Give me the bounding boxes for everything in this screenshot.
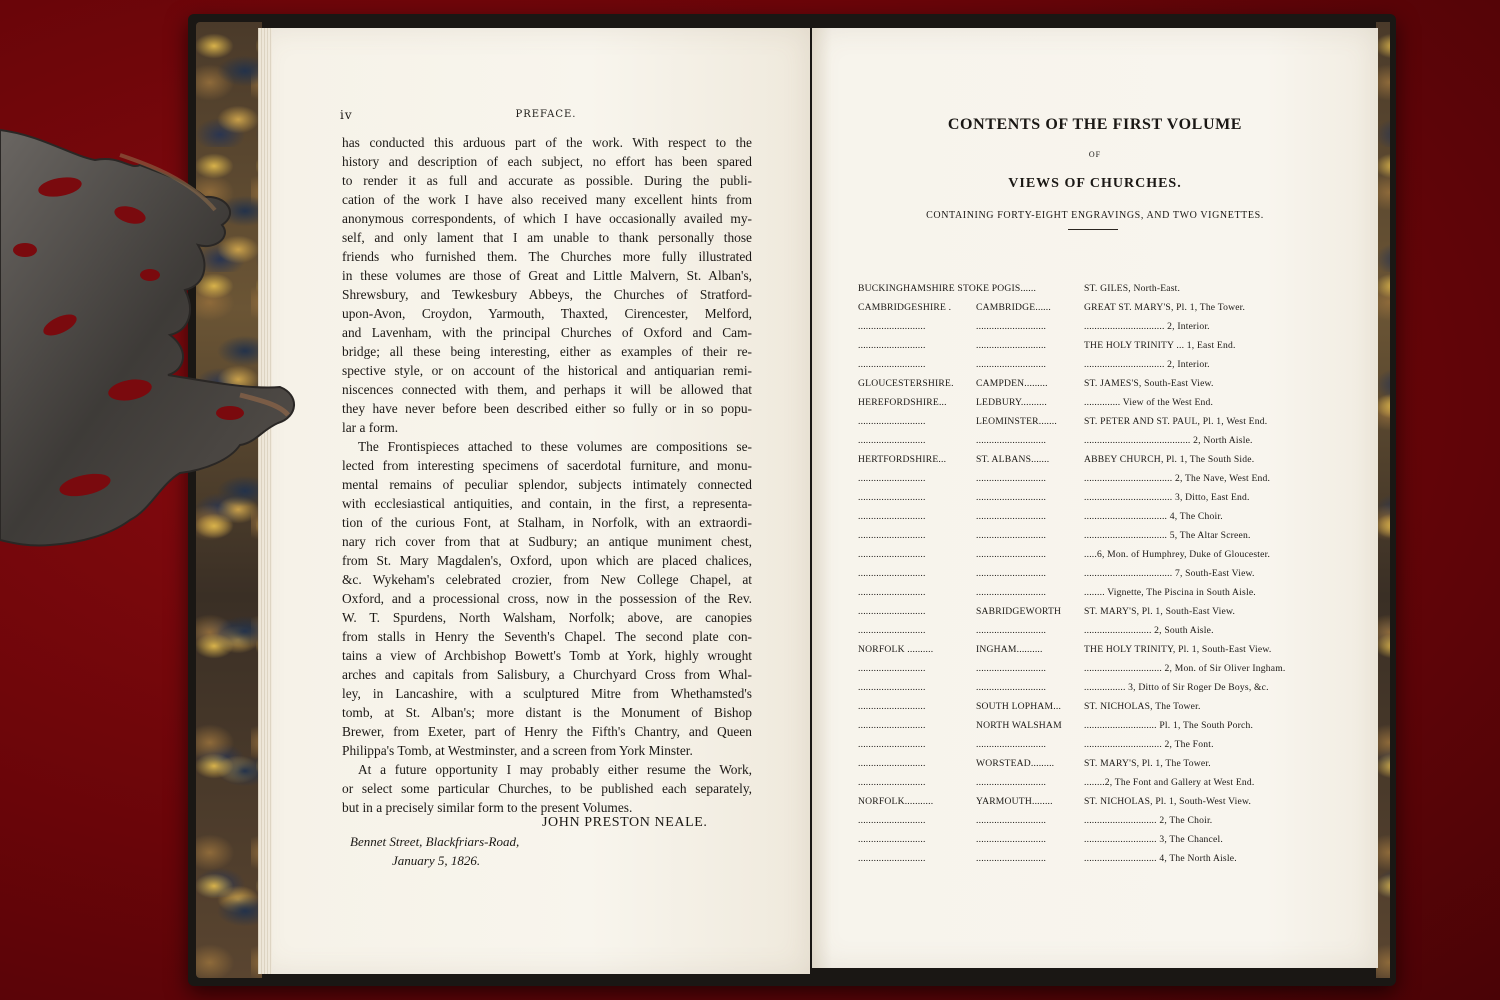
contents-note: CONTAINING FORTY-EIGHT ENGRAVINGS, AND TWO VIGNETTES. bbox=[926, 210, 1264, 221]
contents-place: ........................... bbox=[976, 663, 1047, 674]
contents-place: SOUTH LOPHAM... bbox=[976, 701, 1062, 712]
preface-line: to render it as full and accurate as possible. During the publi- bbox=[342, 173, 752, 188]
preface-line: tion of the curious Font, at Stalham, in Norfolk, with an extraordi- bbox=[342, 515, 752, 530]
contents-subject: ST. MARY'S, Pl. 1, South-East View. bbox=[1084, 606, 1236, 617]
contents-county: NORFOLK .......... bbox=[858, 644, 934, 655]
preface-line: tains a view of Archbishop Bowett's Tomb at York, highly wrought bbox=[342, 648, 752, 663]
contents-county: NORFOLK........... bbox=[858, 796, 934, 807]
contents-place: ........................... bbox=[976, 853, 1047, 864]
preface-line: Philippa's Tomb, at Westminster, and a screen from York Minster. bbox=[342, 743, 693, 758]
contents-county: .......................... bbox=[858, 416, 926, 427]
preface-line: self, and only lament that I am unable to thank personally those bbox=[342, 230, 752, 245]
contents-county: .......................... bbox=[858, 359, 926, 370]
contents-subject: .............. View of the West End. bbox=[1084, 397, 1214, 408]
contents-place: ........................... bbox=[976, 321, 1047, 332]
contents-place: ........................... bbox=[976, 473, 1047, 484]
contents-row bbox=[858, 359, 1338, 378]
preface-line: has conducted this arduous part of the work. With respect to the bbox=[342, 135, 752, 150]
place-line-2: January 5, 1826. bbox=[392, 853, 481, 868]
contents-subject: .............................. 2, Mon. of Sir Oliver Ingham. bbox=[1084, 663, 1286, 674]
contents-title: CONTENTS OF THE FIRST VOLUME bbox=[947, 116, 1243, 133]
contents-row bbox=[858, 568, 1338, 587]
contents-county: .......................... bbox=[858, 435, 926, 446]
contents-row bbox=[858, 435, 1338, 454]
contents-county: HERTFORDSHIRE... bbox=[858, 454, 947, 465]
contents-place: ........................... bbox=[976, 568, 1047, 579]
preface-line: anonymous correspondents, of which I have occasionally availed my- bbox=[342, 211, 752, 226]
contents-subject: ............................ 4, The North Aisle. bbox=[1084, 853, 1237, 864]
contents-subject: ................................ 5, The Altar Screen. bbox=[1084, 530, 1251, 541]
contents-row bbox=[858, 549, 1338, 568]
contents-subject: ............................ 3, The Chancel. bbox=[1084, 834, 1223, 845]
contents-row bbox=[858, 378, 1338, 397]
contents-county: .......................... bbox=[858, 492, 926, 503]
contents-row bbox=[858, 701, 1338, 720]
contents-subject: ............................ Pl. 1, The South Porch. bbox=[1084, 720, 1254, 731]
contents-subject: THE HOLY TRINITY ... 1, East End. bbox=[1084, 340, 1236, 351]
contents-county: .......................... bbox=[858, 340, 926, 351]
contents-row bbox=[858, 682, 1338, 701]
preface-line: Shrewsbury, and Tewkesbury Abbeys, the Churches of Stratford- bbox=[342, 287, 752, 302]
contents-county: GLOUCESTERSHIRE. bbox=[858, 378, 954, 389]
contents-row bbox=[858, 511, 1338, 530]
preface-line: nary rich cover from that at Sudbury; an antique muniment chest, bbox=[342, 534, 752, 549]
contents-place: INGHAM.......... bbox=[976, 644, 1043, 655]
contents-subject: ST. PETER AND ST. PAUL, Pl. 1, West End. bbox=[1084, 416, 1268, 427]
contents-subject: THE HOLY TRINITY, Pl. 1, South-East View. bbox=[1084, 644, 1272, 655]
contents-subject: ST. NICHOLAS, Pl. 1, South-West View. bbox=[1084, 796, 1252, 807]
contents-row bbox=[858, 758, 1338, 777]
preface-line: W. T. Spurdens, North Walsham, Norfolk; above, are canopies bbox=[342, 610, 752, 625]
contents-place: ........................... bbox=[976, 815, 1047, 826]
contents-subject: .................................. 2, The Nave, West End. bbox=[1084, 473, 1271, 484]
signature-place bbox=[350, 832, 519, 870]
place-line-1: Bennet Street, Blackfriars-Road, bbox=[350, 834, 520, 849]
contents-row bbox=[858, 416, 1338, 435]
preface-line: or select some particular Churches, to be published each separately, bbox=[342, 781, 752, 796]
contents-county: .......................... bbox=[858, 587, 926, 598]
contents-place: ........................... bbox=[976, 587, 1047, 598]
contents-place: ........................... bbox=[976, 492, 1047, 503]
contents-place: ........................... bbox=[976, 739, 1047, 750]
contents-county: .......................... bbox=[858, 663, 926, 674]
title-rule bbox=[1068, 229, 1118, 230]
preface-line: tomb, at St. Alban's; more distant is the Monument of Bishop bbox=[342, 705, 752, 720]
contents-county: CAMBRIDGESHIRE . bbox=[858, 302, 952, 313]
preface-line: with ecclesiastical antiquities, and contain, in the first, a representa- bbox=[342, 496, 752, 511]
contents-county: .......................... bbox=[858, 549, 926, 560]
contents-county: .......................... bbox=[858, 682, 926, 693]
preface-line: Brewer, from Exeter, part of Henry the Fifth's Chantry, and Queen bbox=[342, 724, 752, 739]
contents-row bbox=[858, 492, 1338, 511]
contents-county: .......................... bbox=[858, 321, 926, 332]
contents-place: ........................... bbox=[976, 834, 1047, 845]
contents-row bbox=[858, 625, 1338, 644]
contents-county: .......................... bbox=[858, 739, 926, 750]
contents-row bbox=[858, 720, 1338, 739]
contents-row bbox=[858, 473, 1338, 492]
contents-place: ........................... bbox=[976, 530, 1047, 541]
contents-county: BUCKINGHAMSHIRE STOKE POGIS...... bbox=[858, 283, 1037, 294]
contents-subject: ST. MARY'S, Pl. 1, The Tower. bbox=[1084, 758, 1211, 769]
contents-subject: ST. NICHOLAS, The Tower. bbox=[1084, 701, 1201, 712]
contents-subtitle: VIEWS OF CHURCHES. bbox=[1008, 176, 1182, 191]
marbled-endpaper-right bbox=[1376, 22, 1390, 978]
contents-row bbox=[858, 454, 1338, 473]
contents-place: SABRIDGEWORTH bbox=[976, 606, 1062, 617]
preface-line: they have never before been described either so fully or in so popu- bbox=[342, 401, 752, 416]
preface-line: &c. Wykeham's celebrated crozier, from New College Chapel, at bbox=[342, 572, 752, 587]
contents-county: .......................... bbox=[858, 815, 926, 826]
contents-place: ........................... bbox=[976, 359, 1047, 370]
contents-row bbox=[858, 587, 1338, 606]
contents-subject: ............................ 2, The Choir. bbox=[1084, 815, 1213, 826]
contents-table bbox=[858, 283, 1338, 872]
contents-place: NORTH WALSHAM bbox=[976, 720, 1062, 731]
contents-subject: ST. GILES, North-East. bbox=[1084, 283, 1181, 294]
contents-county: .......................... bbox=[858, 473, 926, 484]
metal-ornament-icon bbox=[0, 125, 300, 555]
preface-text bbox=[342, 133, 752, 817]
preface-line: niscences connected with them, and perhaps it will be allowed that bbox=[342, 382, 752, 397]
contents-row bbox=[858, 815, 1338, 834]
contents-row bbox=[858, 397, 1338, 416]
preface-line: cation of the work I have also received many excellent hints from bbox=[342, 192, 752, 207]
contents-row bbox=[858, 530, 1338, 549]
contents-subject: ST. JAMES'S, South-East View. bbox=[1084, 378, 1214, 389]
preface-line: in these volumes are those of Great and Little Malvern, St. Alban's, bbox=[342, 268, 752, 283]
contents-row bbox=[858, 302, 1338, 321]
contents-subject: ........ Vignette, The Piscina in South Aisle. bbox=[1084, 587, 1256, 598]
preface-line: ley, in Lancashire, with a sculptured Mitre from Whethamsted's bbox=[342, 686, 752, 701]
contents-county: .......................... bbox=[858, 625, 926, 636]
contents-place: ........................... bbox=[976, 549, 1047, 560]
contents-county: .......................... bbox=[858, 568, 926, 579]
contents-county: HEREFORDSHIRE... bbox=[858, 397, 947, 408]
running-head bbox=[340, 108, 752, 124]
contents-subject: ........2, The Font and Gallery at West End. bbox=[1084, 777, 1255, 788]
contents-county: .......................... bbox=[858, 606, 926, 617]
contents-place: WORSTEAD......... bbox=[976, 758, 1055, 769]
contents-of: OF bbox=[1088, 150, 1102, 159]
contents-row bbox=[858, 777, 1338, 796]
contents-place: ........................... bbox=[976, 435, 1047, 446]
author-signature: JOHN PRESTON NEALE. bbox=[542, 815, 708, 830]
contents-row bbox=[858, 644, 1338, 663]
contents-row bbox=[858, 321, 1338, 340]
preface-line: lar a form. bbox=[342, 420, 399, 435]
preface-line: Oxford, and a processional cross, now in the possession of the Rev. bbox=[342, 591, 752, 606]
preface-line: upon-Avon, Croydon, Yarmouth, Thaxted, Cirencester, Melford, bbox=[342, 306, 752, 321]
contents-place: CAMBRIDGE...... bbox=[976, 302, 1051, 313]
contents-subject: .......................... 2, South Aisle. bbox=[1084, 625, 1214, 636]
preface-line: but in a precisely similar form to the present Volumes. bbox=[342, 800, 633, 815]
contents-subject: .............................. 2, The Font. bbox=[1084, 739, 1214, 750]
contents-row bbox=[858, 340, 1338, 359]
contents-row bbox=[858, 663, 1338, 682]
contents-county: .......................... bbox=[858, 834, 926, 845]
preface-line: mental remains of peculiar splendor, subjects intimately connected bbox=[342, 477, 752, 492]
preface-line: from St. Mary Magdalen's, Oxford, upon which are placed chalices, bbox=[342, 553, 752, 568]
preface-line: arches and capitals from Salisbury, a Churchyard Cross from Whal- bbox=[342, 667, 752, 682]
preface-line: from stalls in Henry the Seventh's Chapel. The second plate con- bbox=[342, 629, 752, 644]
contents-place: ........................... bbox=[976, 682, 1047, 693]
contents-subject: GREAT ST. MARY'S, Pl. 1, The Tower. bbox=[1084, 302, 1246, 313]
preface-line: spective style, or on account of the historical and antiquarian remi- bbox=[342, 363, 752, 378]
contents-row bbox=[858, 283, 1338, 302]
preface-line: and Lavenham, with the principal Churches of Oxford and Cam- bbox=[342, 325, 752, 340]
contents-subject: ............................... 2, Interior. bbox=[1084, 359, 1210, 370]
contents-county: .......................... bbox=[858, 720, 926, 731]
contents-place: ........................... bbox=[976, 511, 1047, 522]
contents-row bbox=[858, 739, 1338, 758]
contents-place: ST. ALBANS....... bbox=[976, 454, 1050, 465]
contents-place: CAMPDEN......... bbox=[976, 378, 1048, 389]
contents-place: ........................... bbox=[976, 625, 1047, 636]
contents-county: .......................... bbox=[858, 701, 926, 712]
contents-county: .......................... bbox=[858, 758, 926, 769]
contents-place: LEDBURY.......... bbox=[976, 397, 1047, 408]
contents-county: .......................... bbox=[858, 511, 926, 522]
contents-place: ........................... bbox=[976, 340, 1047, 351]
contents-subject: ............................... 2, Interior. bbox=[1084, 321, 1210, 332]
contents-subject: ................ 3, Ditto of Sir Roger De Boys, &c. bbox=[1084, 682, 1269, 693]
preface-line: history and description of each subject, no effort has been spared bbox=[342, 154, 752, 169]
preface-line: bridge; all these being interesting, either as examples of their re- bbox=[342, 344, 752, 359]
contents-row bbox=[858, 834, 1338, 853]
running-title: PREFACE. bbox=[515, 109, 577, 120]
contents-county: .......................... bbox=[858, 853, 926, 864]
preface-line: friends who furnished them. The Churches more fully illustrated bbox=[342, 249, 752, 264]
contents-county: .......................... bbox=[858, 777, 926, 788]
page-number: iv bbox=[340, 108, 353, 122]
contents-place: LEOMINSTER....... bbox=[976, 416, 1057, 427]
preface-line: At a future opportunity I may probably either resume the Work, bbox=[358, 762, 752, 777]
contents-subject: ......................................... 2, North Aisle. bbox=[1084, 435, 1253, 446]
contents-county: .......................... bbox=[858, 530, 926, 541]
contents-place: ........................... bbox=[976, 777, 1047, 788]
preface-line: lected from interesting specimens of sacerdotal furniture, and monu- bbox=[342, 458, 752, 473]
contents-subject: ABBEY CHURCH, Pl. 1, The South Side. bbox=[1084, 454, 1255, 465]
contents-subject: .....6, Mon. of Humphrey, Duke of Gloucester. bbox=[1084, 549, 1271, 560]
contents-row bbox=[858, 796, 1338, 815]
contents-row bbox=[858, 853, 1338, 872]
contents-row bbox=[858, 606, 1338, 625]
contents-subject: .................................. 7, South-East View. bbox=[1084, 568, 1255, 579]
contents-subject: ................................ 4, The Choir. bbox=[1084, 511, 1223, 522]
contents-subject: .................................. 3, Ditto, East End. bbox=[1084, 492, 1250, 503]
contents-place: YARMOUTH........ bbox=[976, 796, 1053, 807]
preface-line: The Frontispieces attached to these volumes are compositions se- bbox=[358, 439, 752, 454]
